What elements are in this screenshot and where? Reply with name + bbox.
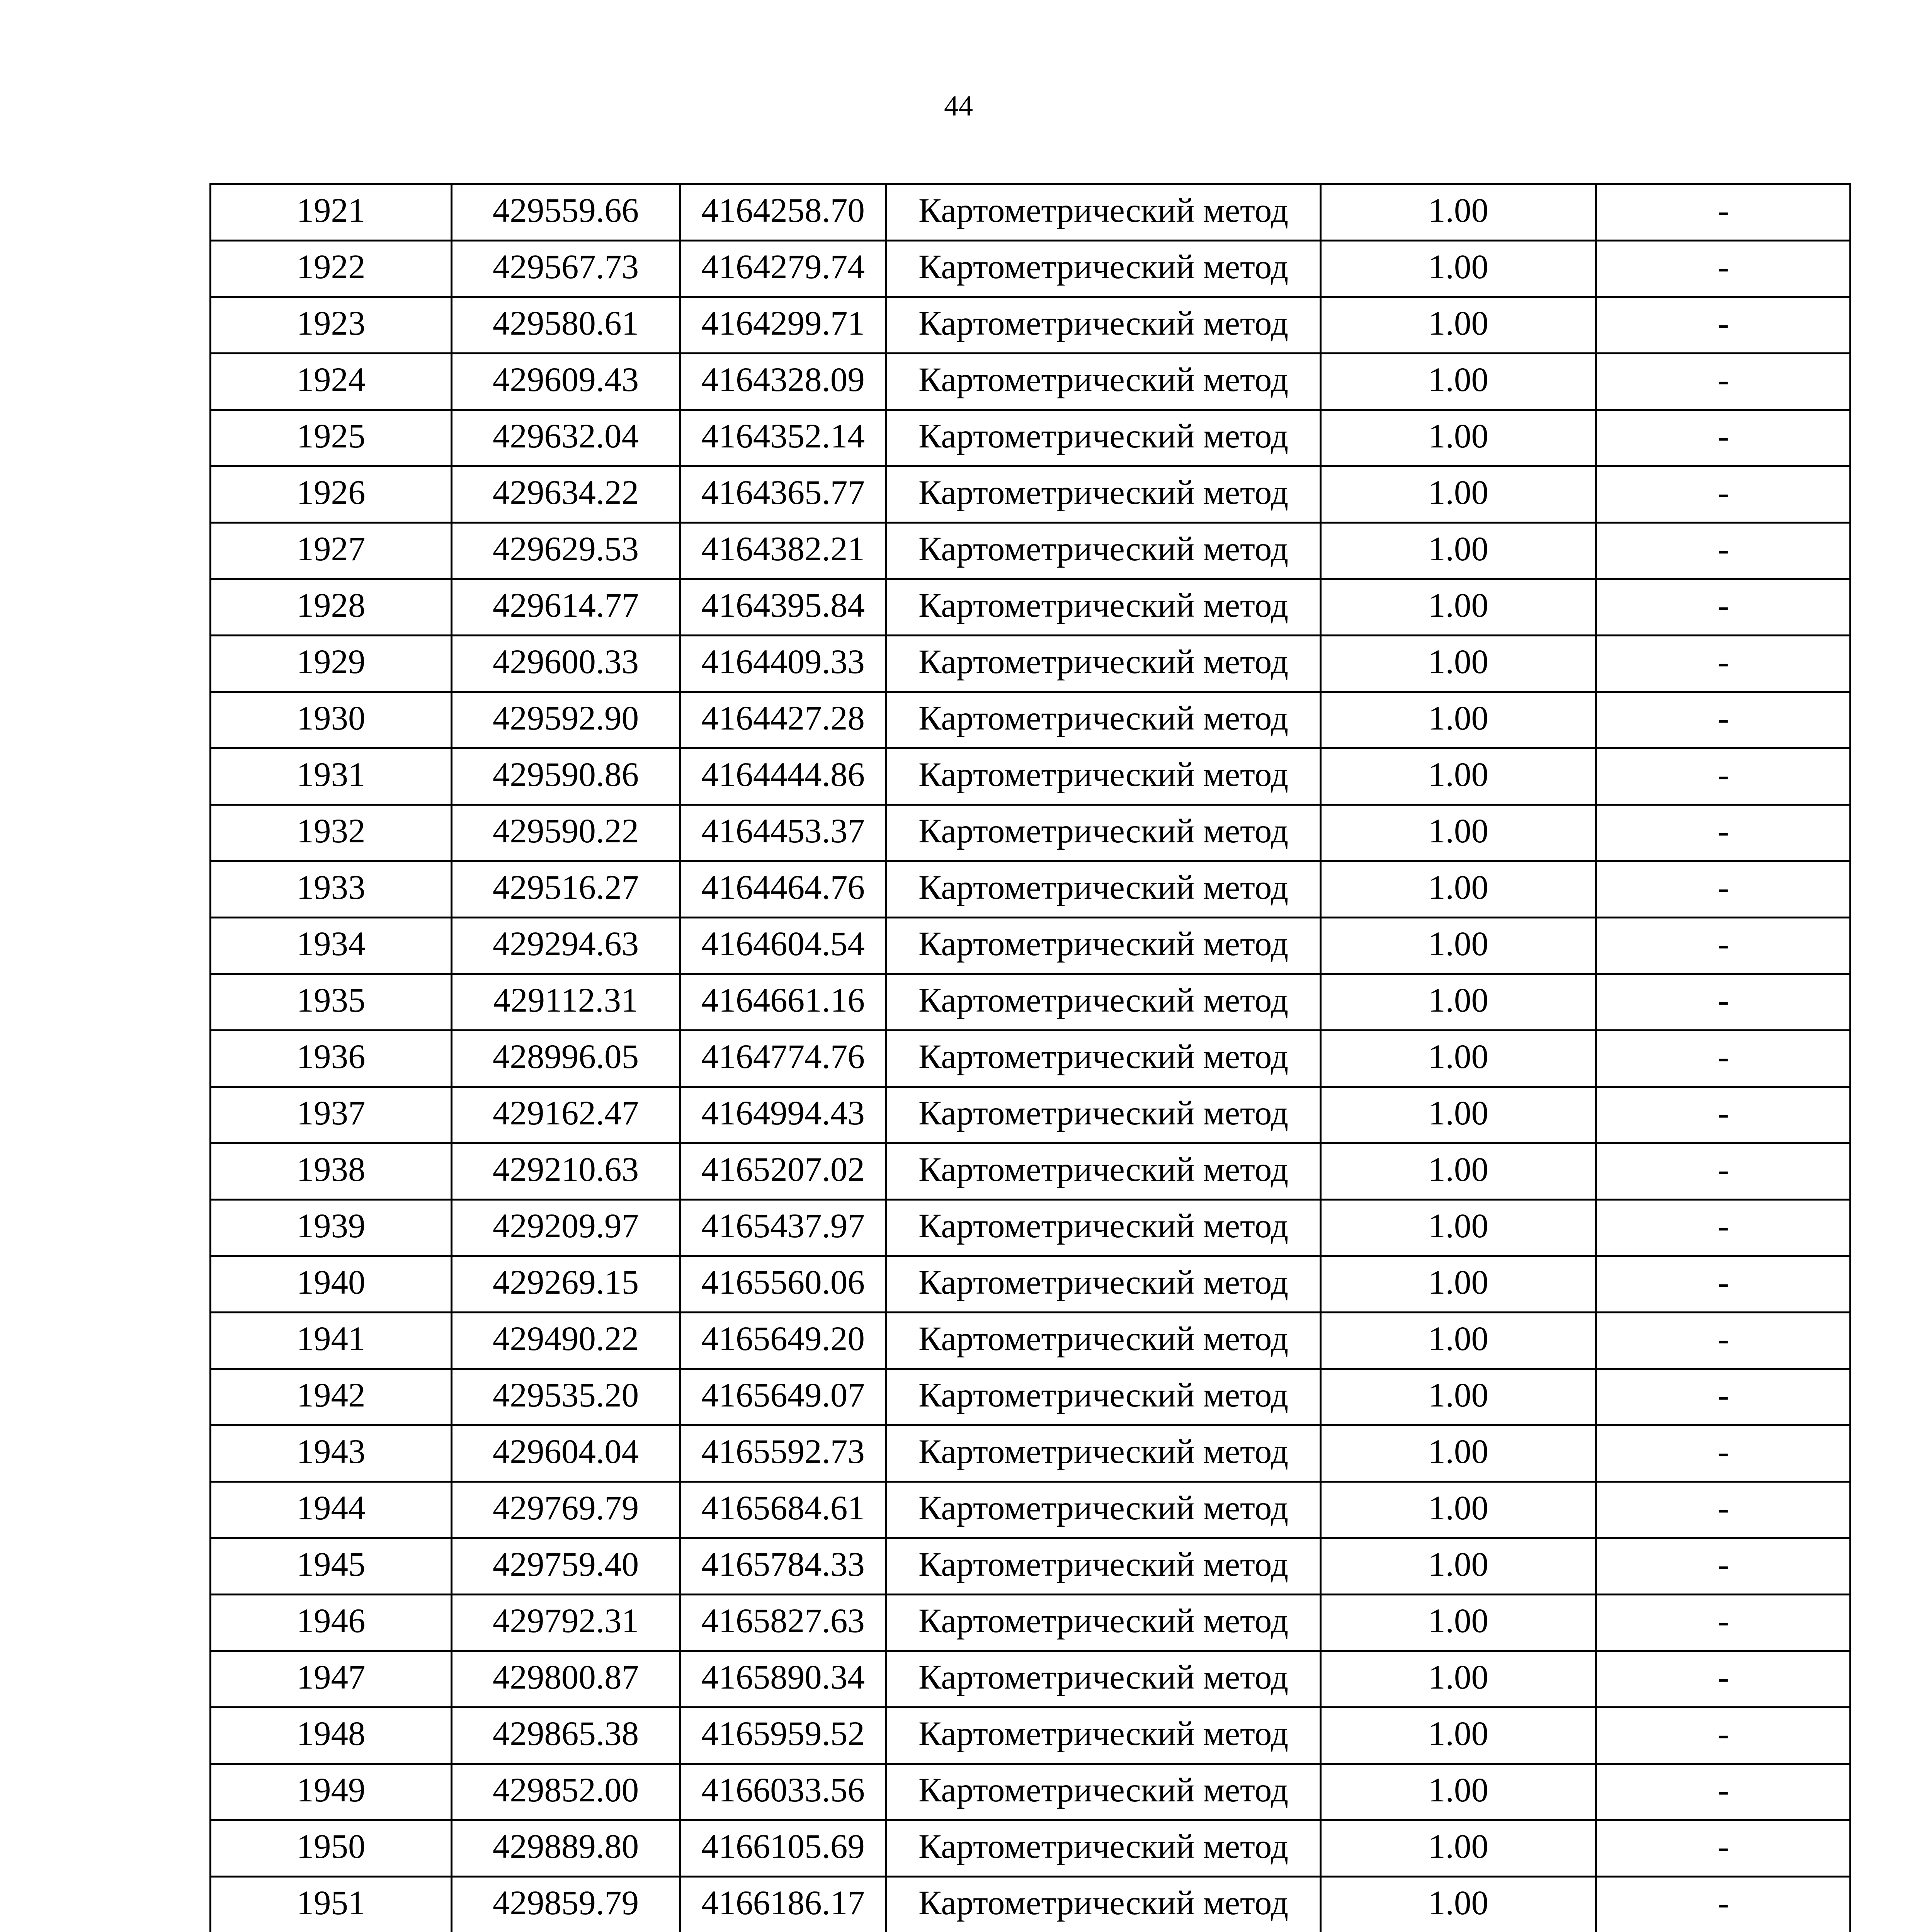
note-cell: -: [1596, 1087, 1851, 1143]
table-row: [211, 579, 1851, 636]
accuracy-cell: 1.00: [1321, 692, 1596, 748]
table-row: [211, 1256, 1851, 1313]
accuracy-cell: 1.00: [1321, 1708, 1596, 1764]
x-coordinate-cell: 429609.43: [452, 354, 680, 410]
accuracy-cell: 1.00: [1321, 1256, 1596, 1313]
coordinates-table-body: [211, 184, 1851, 1932]
point-number-cell: 1939: [211, 1200, 452, 1256]
method-cell: Картометрический метод: [886, 523, 1321, 579]
accuracy-cell: 1.00: [1321, 1425, 1596, 1482]
x-coordinate-cell: 429859.79: [452, 1877, 680, 1932]
note-cell: -: [1596, 1482, 1851, 1538]
note-cell: -: [1596, 805, 1851, 861]
point-number-cell: 1923: [211, 297, 452, 354]
table-row: [211, 1200, 1851, 1256]
accuracy-cell: 1.00: [1321, 410, 1596, 466]
point-number-cell: 1946: [211, 1595, 452, 1651]
y-coordinate-cell: 4164382.21: [680, 523, 886, 579]
table-row: [211, 466, 1851, 523]
method-cell: Картометрический метод: [886, 918, 1321, 974]
x-coordinate-cell: 429629.53: [452, 523, 680, 579]
x-coordinate-cell: 429865.38: [452, 1708, 680, 1764]
table-row: [211, 1087, 1851, 1143]
table-row: [211, 1764, 1851, 1820]
point-number-cell: 1948: [211, 1708, 452, 1764]
y-coordinate-cell: 4164994.43: [680, 1087, 886, 1143]
note-cell: -: [1596, 241, 1851, 297]
accuracy-cell: 1.00: [1321, 354, 1596, 410]
y-coordinate-cell: 4164427.28: [680, 692, 886, 748]
note-cell: -: [1596, 1595, 1851, 1651]
x-coordinate-cell: 429604.04: [452, 1425, 680, 1482]
method-cell: Картометрический метод: [886, 410, 1321, 466]
y-coordinate-cell: 4165959.52: [680, 1708, 886, 1764]
method-cell: Картометрический метод: [886, 184, 1321, 241]
point-number-cell: 1926: [211, 466, 452, 523]
point-number-cell: 1933: [211, 861, 452, 918]
note-cell: -: [1596, 1313, 1851, 1369]
point-number-cell: 1936: [211, 1031, 452, 1087]
table-row: [211, 1425, 1851, 1482]
note-cell: -: [1596, 918, 1851, 974]
accuracy-cell: 1.00: [1321, 579, 1596, 636]
note-cell: -: [1596, 1143, 1851, 1200]
accuracy-cell: 1.00: [1321, 241, 1596, 297]
point-number-cell: 1928: [211, 579, 452, 636]
x-coordinate-cell: 429800.87: [452, 1651, 680, 1708]
note-cell: -: [1596, 297, 1851, 354]
x-coordinate-cell: 429600.33: [452, 636, 680, 692]
y-coordinate-cell: 4164258.70: [680, 184, 886, 241]
point-number-cell: 1932: [211, 805, 452, 861]
table-row: [211, 861, 1851, 918]
x-coordinate-cell: 429590.22: [452, 805, 680, 861]
note-cell: -: [1596, 579, 1851, 636]
x-coordinate-cell: 429632.04: [452, 410, 680, 466]
y-coordinate-cell: 4165207.02: [680, 1143, 886, 1200]
point-number-cell: 1929: [211, 636, 452, 692]
method-cell: Картометрический метод: [886, 297, 1321, 354]
x-coordinate-cell: 429889.80: [452, 1820, 680, 1877]
x-coordinate-cell: 429269.15: [452, 1256, 680, 1313]
point-number-cell: 1942: [211, 1369, 452, 1425]
table-row: [211, 1482, 1851, 1538]
x-coordinate-cell: 429852.00: [452, 1764, 680, 1820]
method-cell: Картометрический метод: [886, 1651, 1321, 1708]
table-row: [211, 1538, 1851, 1595]
note-cell: -: [1596, 861, 1851, 918]
point-number-cell: 1944: [211, 1482, 452, 1538]
x-coordinate-cell: 429294.63: [452, 918, 680, 974]
table-row: [211, 748, 1851, 805]
accuracy-cell: 1.00: [1321, 636, 1596, 692]
point-number-cell: 1949: [211, 1764, 452, 1820]
method-cell: Картометрический метод: [886, 1031, 1321, 1087]
method-cell: Картометрический метод: [886, 636, 1321, 692]
x-coordinate-cell: 429592.90: [452, 692, 680, 748]
accuracy-cell: 1.00: [1321, 184, 1596, 241]
note-cell: -: [1596, 1538, 1851, 1595]
table-row: [211, 184, 1851, 241]
y-coordinate-cell: 4165890.34: [680, 1651, 886, 1708]
accuracy-cell: 1.00: [1321, 297, 1596, 354]
note-cell: -: [1596, 1708, 1851, 1764]
y-coordinate-cell: 4164365.77: [680, 466, 886, 523]
x-coordinate-cell: 429112.31: [452, 974, 680, 1031]
y-coordinate-cell: 4165827.63: [680, 1595, 886, 1651]
table-row: [211, 1877, 1851, 1932]
y-coordinate-cell: 4165649.20: [680, 1313, 886, 1369]
x-coordinate-cell: 429490.22: [452, 1313, 680, 1369]
method-cell: Картометрический метод: [886, 974, 1321, 1031]
method-cell: Картометрический метод: [886, 1538, 1321, 1595]
y-coordinate-cell: 4164444.86: [680, 748, 886, 805]
method-cell: Картометрический метод: [886, 1425, 1321, 1482]
accuracy-cell: 1.00: [1321, 1651, 1596, 1708]
x-coordinate-cell: 429759.40: [452, 1538, 680, 1595]
y-coordinate-cell: 4164352.14: [680, 410, 886, 466]
y-coordinate-cell: 4164299.71: [680, 297, 886, 354]
y-coordinate-cell: 4165649.07: [680, 1369, 886, 1425]
method-cell: Картометрический метод: [886, 579, 1321, 636]
note-cell: -: [1596, 1764, 1851, 1820]
table-row: [211, 410, 1851, 466]
table-row: [211, 1595, 1851, 1651]
method-cell: Картометрический метод: [886, 1087, 1321, 1143]
method-cell: Картометрический метод: [886, 1256, 1321, 1313]
x-coordinate-cell: 429614.77: [452, 579, 680, 636]
method-cell: Картометрический метод: [886, 354, 1321, 410]
table-row: [211, 918, 1851, 974]
table-row: [211, 1313, 1851, 1369]
x-coordinate-cell: 428996.05: [452, 1031, 680, 1087]
page-number: 44: [944, 90, 973, 122]
accuracy-cell: 1.00: [1321, 1820, 1596, 1877]
note-cell: -: [1596, 974, 1851, 1031]
accuracy-cell: 1.00: [1321, 1595, 1596, 1651]
point-number-cell: 1943: [211, 1425, 452, 1482]
note-cell: -: [1596, 1200, 1851, 1256]
accuracy-cell: 1.00: [1321, 1031, 1596, 1087]
note-cell: -: [1596, 636, 1851, 692]
point-number-cell: 1924: [211, 354, 452, 410]
x-coordinate-cell: 429590.86: [452, 748, 680, 805]
table-row: [211, 241, 1851, 297]
accuracy-cell: 1.00: [1321, 1764, 1596, 1820]
point-number-cell: 1922: [211, 241, 452, 297]
accuracy-cell: 1.00: [1321, 1369, 1596, 1425]
note-cell: -: [1596, 523, 1851, 579]
point-number-cell: 1930: [211, 692, 452, 748]
method-cell: Картометрический метод: [886, 692, 1321, 748]
accuracy-cell: 1.00: [1321, 1200, 1596, 1256]
method-cell: Картометрический метод: [886, 241, 1321, 297]
accuracy-cell: 1.00: [1321, 466, 1596, 523]
method-cell: Картометрический метод: [886, 1877, 1321, 1932]
x-coordinate-cell: 429210.63: [452, 1143, 680, 1200]
accuracy-cell: 1.00: [1321, 918, 1596, 974]
accuracy-cell: 1.00: [1321, 1087, 1596, 1143]
x-coordinate-cell: 429580.61: [452, 297, 680, 354]
note-cell: -: [1596, 466, 1851, 523]
point-number-cell: 1935: [211, 974, 452, 1031]
y-coordinate-cell: 4164409.33: [680, 636, 886, 692]
y-coordinate-cell: 4164774.76: [680, 1031, 886, 1087]
point-number-cell: 1947: [211, 1651, 452, 1708]
y-coordinate-cell: 4164328.09: [680, 354, 886, 410]
table-row: [211, 297, 1851, 354]
accuracy-cell: 1.00: [1321, 1143, 1596, 1200]
note-cell: -: [1596, 410, 1851, 466]
table-row: [211, 805, 1851, 861]
y-coordinate-cell: 4164604.54: [680, 918, 886, 974]
note-cell: -: [1596, 1651, 1851, 1708]
y-coordinate-cell: 4165560.06: [680, 1256, 886, 1313]
table-row: [211, 1820, 1851, 1877]
table-row: [211, 354, 1851, 410]
point-number-cell: 1938: [211, 1143, 452, 1200]
y-coordinate-cell: 4166033.56: [680, 1764, 886, 1820]
method-cell: Картометрический метод: [886, 805, 1321, 861]
method-cell: Картометрический метод: [886, 466, 1321, 523]
point-number-cell: 1941: [211, 1313, 452, 1369]
accuracy-cell: 1.00: [1321, 1538, 1596, 1595]
table-row: [211, 636, 1851, 692]
method-cell: Картометрический метод: [886, 1764, 1321, 1820]
table-row: [211, 974, 1851, 1031]
table-row: [211, 1369, 1851, 1425]
x-coordinate-cell: 429559.66: [452, 184, 680, 241]
y-coordinate-cell: 4164464.76: [680, 861, 886, 918]
accuracy-cell: 1.00: [1321, 1482, 1596, 1538]
table-row: [211, 692, 1851, 748]
x-coordinate-cell: 429769.79: [452, 1482, 680, 1538]
x-coordinate-cell: 429535.20: [452, 1369, 680, 1425]
x-coordinate-cell: 429516.27: [452, 861, 680, 918]
accuracy-cell: 1.00: [1321, 805, 1596, 861]
point-number-cell: 1925: [211, 410, 452, 466]
y-coordinate-cell: 4166186.17: [680, 1877, 886, 1932]
accuracy-cell: 1.00: [1321, 523, 1596, 579]
note-cell: -: [1596, 354, 1851, 410]
point-number-cell: 1927: [211, 523, 452, 579]
method-cell: Картометрический метод: [886, 1708, 1321, 1764]
point-number-cell: 1937: [211, 1087, 452, 1143]
point-number-cell: 1921: [211, 184, 452, 241]
method-cell: Картометрический метод: [886, 861, 1321, 918]
point-number-cell: 1945: [211, 1538, 452, 1595]
note-cell: -: [1596, 1256, 1851, 1313]
y-coordinate-cell: 4165592.73: [680, 1425, 886, 1482]
table-row: [211, 1708, 1851, 1764]
note-cell: -: [1596, 748, 1851, 805]
point-number-cell: 1951: [211, 1877, 452, 1932]
method-cell: Картометрический метод: [886, 1369, 1321, 1425]
accuracy-cell: 1.00: [1321, 1313, 1596, 1369]
x-coordinate-cell: 429162.47: [452, 1087, 680, 1143]
method-cell: Картометрический метод: [886, 748, 1321, 805]
x-coordinate-cell: 429634.22: [452, 466, 680, 523]
method-cell: Картометрический метод: [886, 1313, 1321, 1369]
y-coordinate-cell: 4165784.33: [680, 1538, 886, 1595]
note-cell: -: [1596, 1031, 1851, 1087]
note-cell: -: [1596, 1369, 1851, 1425]
y-coordinate-cell: 4164661.16: [680, 974, 886, 1031]
y-coordinate-cell: 4164279.74: [680, 241, 886, 297]
x-coordinate-cell: 429209.97: [452, 1200, 680, 1256]
y-coordinate-cell: 4166105.69: [680, 1820, 886, 1877]
accuracy-cell: 1.00: [1321, 1877, 1596, 1932]
y-coordinate-cell: 4164395.84: [680, 579, 886, 636]
y-coordinate-cell: 4165437.97: [680, 1200, 886, 1256]
x-coordinate-cell: 429792.31: [452, 1595, 680, 1651]
note-cell: -: [1596, 692, 1851, 748]
note-cell: -: [1596, 184, 1851, 241]
note-cell: -: [1596, 1425, 1851, 1482]
accuracy-cell: 1.00: [1321, 974, 1596, 1031]
x-coordinate-cell: 429567.73: [452, 241, 680, 297]
y-coordinate-cell: 4165684.61: [680, 1482, 886, 1538]
method-cell: Картометрический метод: [886, 1482, 1321, 1538]
method-cell: Картометрический метод: [886, 1820, 1321, 1877]
y-coordinate-cell: 4164453.37: [680, 805, 886, 861]
accuracy-cell: 1.00: [1321, 748, 1596, 805]
accuracy-cell: 1.00: [1321, 861, 1596, 918]
coordinates-table: [209, 183, 1851, 1932]
table-row: [211, 1143, 1851, 1200]
point-number-cell: 1931: [211, 748, 452, 805]
method-cell: Картометрический метод: [886, 1595, 1321, 1651]
table-row: [211, 1031, 1851, 1087]
method-cell: Картометрический метод: [886, 1200, 1321, 1256]
note-cell: -: [1596, 1820, 1851, 1877]
note-cell: -: [1596, 1877, 1851, 1932]
point-number-cell: 1940: [211, 1256, 452, 1313]
point-number-cell: 1934: [211, 918, 452, 974]
table-row: [211, 523, 1851, 579]
method-cell: Картометрический метод: [886, 1143, 1321, 1200]
point-number-cell: 1950: [211, 1820, 452, 1877]
table-row: [211, 1651, 1851, 1708]
